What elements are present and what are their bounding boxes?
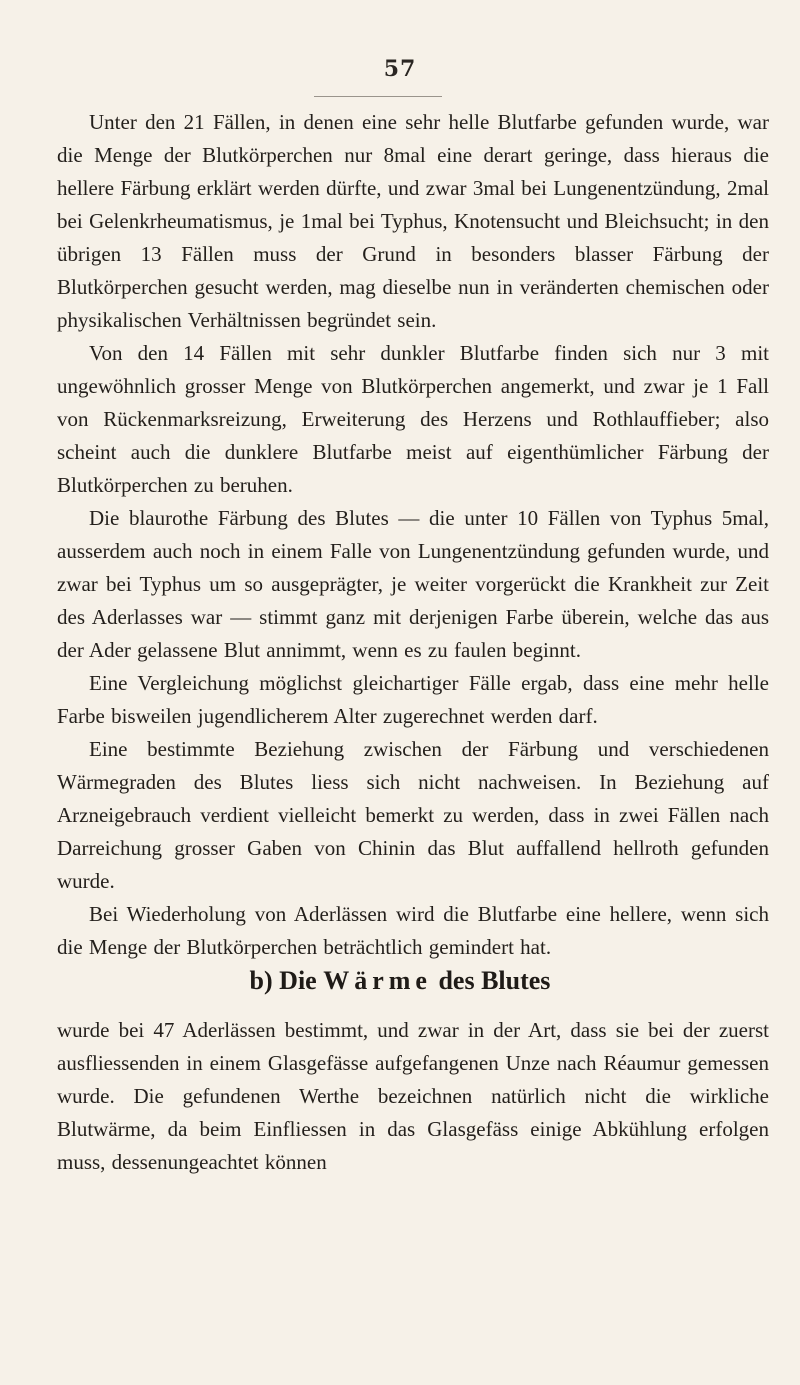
body-text-lower	[57, 1014, 769, 1179]
section-word-waerme: Wärme	[323, 966, 432, 995]
body-text-upper	[57, 106, 769, 964]
paragraph: Von den 14 Fällen mit sehr dunkler Blutfarbe finden sich nur 3 mit ungewöhnlich grosser Menge von Blutkörperchen angemerkt, und zwar je 1 Fall von Rückenmarksreizung, Erweiterung des Herzens und Rothlauffieber; also scheint auch die dunklere Blutfarbe meist auf eigenthümlicher Färbung der Blutkörperchen zu beruhen.	[57, 341, 769, 497]
section-heading	[0, 961, 800, 1001]
section-word-die: Die	[279, 966, 317, 995]
paragraph: wurde bei 47 Aderlässen bestimmt, und zwar in der Art, dass sie bei der zuerst ausfliessenden in einem Glasgefässe aufgefangenen Unze nach Réaumur gemessen wurde. Die gefundenen Werthe bezeichnen natürlich nicht die wirkliche Blutwärme, da beim Einfliessen in das Glasgefäss einige Abkühlung erfolgen muss, dessenungeachtet können	[57, 1018, 769, 1174]
paragraph: Eine Vergleichung möglichst gleichartiger Fälle ergab, dass eine mehr helle Farbe bisweilen jugendlicherem Alter zugerechnet werden darf.	[57, 671, 769, 728]
paragraph: Bei Wiederholung von Aderlässen wird die Blutfarbe eine hellere, wenn sich die Menge der Blutkörperchen beträchtlich gemindert hat.	[57, 902, 769, 959]
paragraph: Die blaurothe Färbung des Blutes — die unter 10 Fällen von Typhus 5mal, ausserdem auch noch in einem Falle von Lungenentzündung gefunden wurde, und zwar bei Typhus um so ausgeprägter, je weiter vorgerückt die Krankheit zur Zeit des Aderlasses war — stimmt ganz mit derjenigen Farbe überein, welche das aus der Ader gelassene Blut annimmt, wenn es zu faulen beginnt.	[57, 506, 769, 662]
header-rule	[314, 96, 442, 97]
page-number: 57	[383, 56, 417, 82]
section-word-des-blutes: des Blutes	[438, 966, 551, 995]
paragraph: Eine bestimmte Beziehung zwischen der Färbung und verschiedenen Wärmegraden des Blutes liess sich nicht nachweisen. In Beziehung auf Arzneigebrauch verdient vielleicht bemerkt zu werden, dass in zwei Fällen nach Darreichung grosser Gaben von Chinin das Blut auffallend hellroth gefunden wurde.	[57, 737, 769, 893]
paragraph: Unter den 21 Fällen, in denen eine sehr helle Blutfarbe gefunden wurde, war die Menge der Blutkörperchen nur 8mal eine derart geringe, dass hieraus die hellere Färbung erklärt werden dürfte, und zwar 3mal bei Lungenentzündung, 2mal bei Gelenkrheumatismus, je 1mal bei Typhus, Knotensucht und Bleichsucht; in den übrigen 13 Fällen muss der Grund in besonders blasser Färbung der Blutkörperchen gesucht werden, mag dieselbe nun in veränderten chemischen oder physikalischen Verhältnissen begründet sein.	[57, 110, 769, 332]
section-label: b)	[249, 966, 273, 995]
